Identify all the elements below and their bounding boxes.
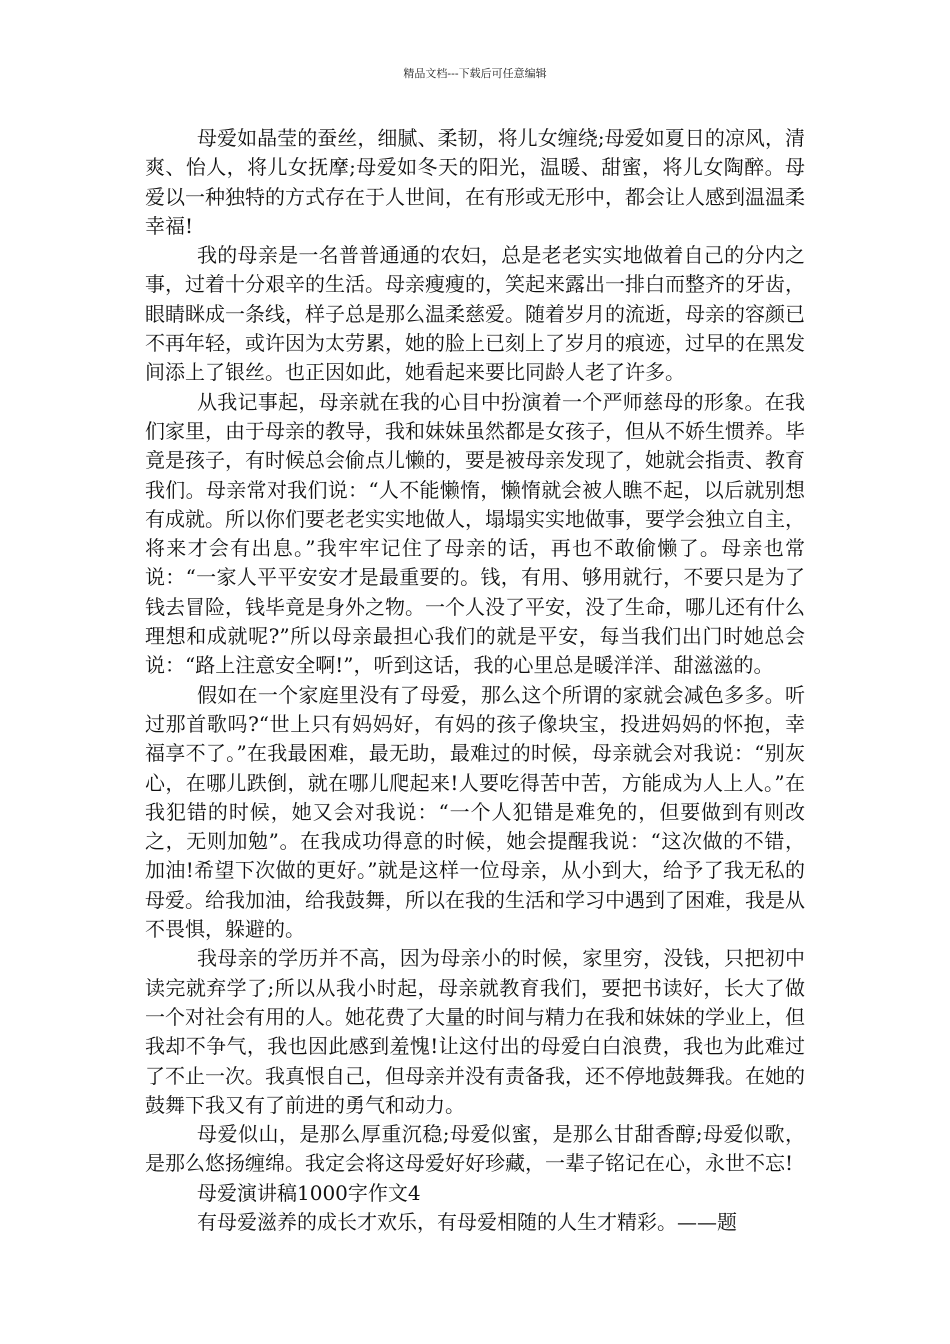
paragraph-6: 母爱似山，是那么厚重沉稳;母爱似蜜，是那么甘甜香醇;母爱似歌，是那么悠扬缠绵。我定会将这母爱好好珍藏，一辈子铭记在心，永世不忘!: [145, 1122, 805, 1176]
document-body: [145, 124, 805, 1237]
paragraph-4: 假如在一个家庭里没有了母爱，那么这个所谓的家就会减色多多。听过那首歌吗?“世上只有妈妈好，有妈的孩子像块宝，投进妈妈的怀抱，幸福享不了。”在我最困难，最无助，最难过的时候，母亲就会对我说：“别灰心，在哪儿跌倒，就在哪儿爬起来!人要吃得苦中苦，方能成为人上人。”在我犯错的时候，她又会对我说：“一个人犯错是难免的，但要做到有则改之，无则加勉”。在我成功得意的时候，她会提醒我说：“这次做的不错，加油!希望下次做的更好。”就是这样一位母亲，从小到大，给予了我无私的母爱。给我加油，给我鼓舞，所以在我的生活和学习中遇到了困难，我是从不畏惧，躲避的。: [145, 682, 805, 942]
page-header: 精品文档---下载后可任意编辑: [403, 67, 547, 80]
paragraph-5: 我母亲的学历并不高，因为母亲小的时候，家里穷，没钱，只把初中读完就弃学了;所以从我小时起，母亲就教育我们，要把书读好，长大了做一个对社会有用的人。她花费了大量的时间与精力在我和妹妹的学业上，但我却不争气，我也因此感到羞愧!让这付出的母爱白白浪费，我也为此难过了不止一次。我真恨自己，但母亲并没有责备我，还不停地鼓舞我。在她的鼓舞下我又有了前进的勇气和动力。: [145, 946, 805, 1117]
paragraph-7: 有母爱滋养的成长才欢乐，有母爱相随的人生才精彩。——题: [197, 1209, 737, 1234]
paragraph-2: 我的母亲是一名普普通通的农妇，总是老老实实地做着自己的分内之事，过着十分艰辛的生活。母亲瘦瘦的，笑起来露出一排白而整齐的牙齿，眼睛眯成一条线，样子总是那么温柔慈爱。随着岁月的流逝，母亲的容颜已不再年轻，或许因为太劳累，她的脸上已刻上了岁月的痕迹，过早的在黑发间添上了银丝。也正因如此，她看起来要比同龄人老了许多。: [145, 243, 805, 385]
paragraph-3: 从我记事起，母亲就在我的心目中扮演着一个严师慈母的形象。在我们家里，由于母亲的教导，我和妹妹虽然都是女孩子，但从不娇生惯养。毕竟是孩子，有时候总会偷点儿懒的，要是被母亲发现了，她就会指责、教育我们。母亲常对我们说：“人不能懒惰，懒惰就会被人瞧不起，以后就别想有成就。所以你们要老老实实地做人，塌塌实实地做事，要学会独立自主，将来才会有出息。”我牢牢记住了母亲的话，再也不敢偷懒了。母亲也常说：“一家人平平安安才是最重要的。钱，有用、够用就行，不要只是为了钱去冒险，钱毕竟是身外之物。一个人没了平安，没了生命，哪儿还有什么理想和成就呢?”所以母亲最担心我们的就是平安，每当我们出门时她总会说：“路上注意安全啊!”，听到这话，我的心里总是暖洋洋、甜滋滋的。: [145, 389, 805, 678]
paragraph-1: 母爱如晶莹的蚕丝，细腻、柔韧，将儿女缠绕;母爱如夏日的凉风，清爽、怡人，将儿女抚摩;母爱如冬天的阳光，温暖、甜蜜，将儿女陶醉。母爱以一种独特的方式存在于人世间，在有形或无形中，都会让人感到温温柔幸福!: [145, 126, 805, 238]
section-heading: 母爱演讲稿1000字作文4: [197, 1180, 421, 1205]
